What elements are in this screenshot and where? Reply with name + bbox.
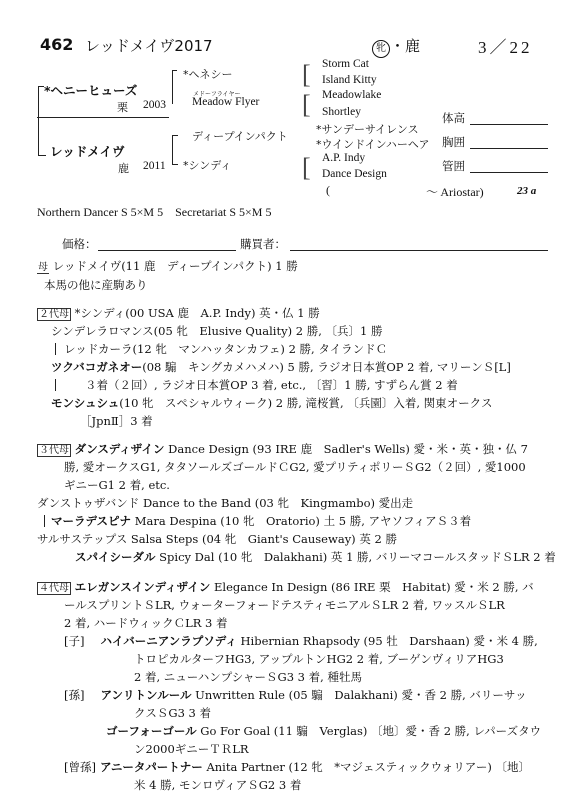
bracket-sire-top [172,70,177,71]
grand2-bold: ゴーフォーゴール [106,724,197,738]
dam-record: レッドメイヴ(11 鹿 ディープインパクト) 1 勝 [52,259,298,273]
fourth-child-line-2: トロピカルターフHG3, アップルトンHG2 2 着, ブーゲンヴィリアHG3 [134,652,504,666]
third-line-3: ギニーG1 2 着, etc. [64,478,170,492]
grand-bold: アンリトンルール [100,688,192,702]
fourth-line-3: 2 着, ハードウィックＣLR 3 着 [64,616,228,630]
fourth-bold-0: エレガンスインディザイン [74,580,211,594]
cannon-label: 管囲 [442,159,465,173]
sex-mark: 牝 [372,40,390,58]
lot-number: 462 [40,35,74,54]
third-line-7 [75,548,556,567]
bracket-dam-top [172,135,178,136]
dam-color: 鹿 [118,162,129,175]
ss-sire: Storm Cat [322,58,369,70]
height-field[interactable] [470,124,548,125]
grand2-rec: Go For Goal (11 騸 Verglas) 〔地〕愛・香 2 勝, レパーズタウ [196,724,542,738]
bracket-ss: [ [302,60,311,89]
buyer-label: 購買者： [240,237,286,251]
great-rec: Anita Partner (12 牝 *マジェスティックウォリアー) 〔地〕 [202,760,531,774]
horse-name: レッドメイヴ2017 [85,37,213,55]
bracket-main [38,86,39,156]
fourth-line-1 [37,578,534,597]
bracket-main-top [38,86,44,87]
chest-label: 胸囲 [442,135,465,149]
second-bold-2: モンシュシュ [51,396,120,410]
sex-color [372,35,420,58]
ss-dam: Island Kitty [322,74,377,86]
sire-dam: Meadow Flyer [192,96,260,108]
dam-year: 2011 [143,160,166,172]
third-line-6: サルサステップス Salsa Steps (04 牝 Giant's Causeway) 英 2 勝 [37,532,397,546]
third-bold-0: ダンスディザイン [74,442,165,456]
sd-sire: Meadowlake [322,89,382,101]
second-line-2: シンデレラロマンス(05 牝 Elusive Quality) 2 勝, 〔兵〕1 勝 [51,324,383,338]
cannon-field[interactable] [470,172,548,173]
dam-dam: *シンディ [183,159,232,172]
height-label: 体高 [442,111,465,125]
grand-tag: [孫] [64,688,85,702]
grand-rec: Unwritten Rule (05 騸 Dalakhani) 愛・香 2 勝, バリーサッ [191,688,527,702]
child-bold: ハイバーニアンラプソディ [100,634,237,648]
bracket-main-bottom [38,155,46,156]
dam-name: レッドメイヴ [50,144,125,159]
third-line-2: 勝, 愛オークスG1, タタソールズゴールドＣG2, 愛プリティポリーＳG2（２回）, 愛1000 [64,460,526,474]
second-line-1 [37,304,320,323]
fourth-great-line-2: 米 4 勝, モンロヴィアＳG2 3 着 [134,778,302,792]
second-line-6 [51,394,493,413]
fourth-grand2-line-1 [106,722,541,741]
third-rec-2: Spicy Dal (10 牝 Dalakhani) 英 1 勝, バリーマコールスタッドＳLR 2 着 [155,550,556,564]
indent-bar-3 [44,515,45,527]
second-line-3: レッドカーラ(12 牝 マンハッタンカフェ) 2 勝, タイランドＣ [64,342,388,356]
second-tag: ２代母 [39,309,69,320]
buyer-field[interactable] [290,250,548,251]
third-rec-1: Mara Despina (10 牝 Oratorio) 土 5 勝, アヤソフィアＳ３着 [131,514,472,528]
sire-name: *ヘニーヒューズ [44,83,138,98]
third-line-4: ダンストゥザバンド Dance to the Band (03 牝 Kingmambo) 愛出走 [37,496,414,510]
family-number: 23 a [517,185,537,197]
third-bold-1: マーラデスピナ [51,514,132,528]
price-label: 価格： [62,237,97,251]
indent-bar-1 [55,343,56,355]
great-bold: アニータパートナー [99,760,203,774]
fourth-rec-0: Elegance In Design (86 IRE 栗 Habitat) 愛・米 2 勝, バ [210,580,534,594]
price-field[interactable] [98,250,236,251]
bracket-sire [172,70,173,104]
sire-sire: *ヘネシー [183,68,233,81]
family-open: ( [326,183,330,197]
third-line-5 [51,512,471,531]
dam-line-2: 本馬の他に産駒あり [44,278,148,292]
ds-sire: *サンデーサイレンス [316,123,419,136]
fourth-line-2: ールスプリントＳLR, ウォーターフォードテスティモニアルＳLR 2 着, ワッスルＳLR [64,598,505,612]
fourth-child-line-1 [64,632,538,651]
fourth-child-line-3: 2 着, ニューハンプシャーＳG3 3 着, 種牡馬 [134,670,362,684]
second-dam-record: *シンディ(00 USA 鹿 A.P. Indy) 英・仏 1 勝 [74,306,320,320]
third-tag: ３代母 [39,445,69,456]
dd-sire: A.P. Indy [322,152,366,164]
second-bold-1: ツクバコガネオー [51,360,143,374]
second-line-5: ３着（２回）, ラジオ日本賞OP 3 着, etc., 〔習〕1 勝, すずらん賞 2 着 [85,378,458,392]
dd-dam: Dance Design [322,168,387,180]
bracket-dam [172,135,173,165]
inbreeding: Northern Dancer S 5×M 5 Secretariat S 5×M 5 [37,205,272,219]
fourth-great-line-1 [64,758,530,777]
third-bold-2: スパイシーダル [75,550,156,564]
color: ・鹿 [390,37,421,55]
second-line-7: ［JpnⅡ］3 着 [80,414,153,428]
dam-tag: 母 [38,262,48,273]
second-line-4 [51,358,511,377]
second-rec-1: (08 騸 キングカメハメハ) 5 勝, ラジオ日本賞OP 2 着, マリーンＳ[L] [142,360,511,374]
chest-field[interactable] [470,148,548,149]
bracket-sd: [ [302,90,311,119]
bracket-dd: [ [302,153,311,182]
indent-bar-2 [55,379,56,391]
sire-dam-kana: メドーフライヤー [193,91,241,98]
ds-dam: *ウインドインハーヘア [316,138,430,151]
sire-year: 2003 [143,99,166,111]
dam-sire: ディープインパクト [192,130,288,143]
fourth-tag: ４代母 [39,583,69,594]
sale-date: 3／22 [478,38,533,57]
family-line: ～ Ariostar) [426,185,484,199]
third-line-1 [37,440,528,459]
dam-line-1 [37,257,298,276]
child-rec: Hibernian Rhapsody (95 牡 Darshaan) 愛・米 4 勝, [236,634,538,648]
bracket-dam-bottom [172,164,178,165]
sire-color: 栗 [117,101,128,114]
fourth-grand-line-2: クスＳG3 3 着 [134,706,212,720]
sire-underline [37,117,169,118]
second-rec-2: (10 牝 スペシャルウィーク) 2 勝, 滝桜賞, 〔兵園〕入着, 関東オークス [119,396,493,410]
fourth-grand2-line-2: ン2000ギニーＴＲLR [134,742,249,756]
sd-dam: Shortley [322,106,361,118]
fourth-grand-line-1 [64,686,527,705]
great-tag: [曾孫] [64,760,96,774]
third-rec-0: Dance Design (93 IRE 鹿 Sadler's Wells) 愛・米・英・独・仏 7 [164,442,528,456]
child-tag: [子] [64,634,85,648]
